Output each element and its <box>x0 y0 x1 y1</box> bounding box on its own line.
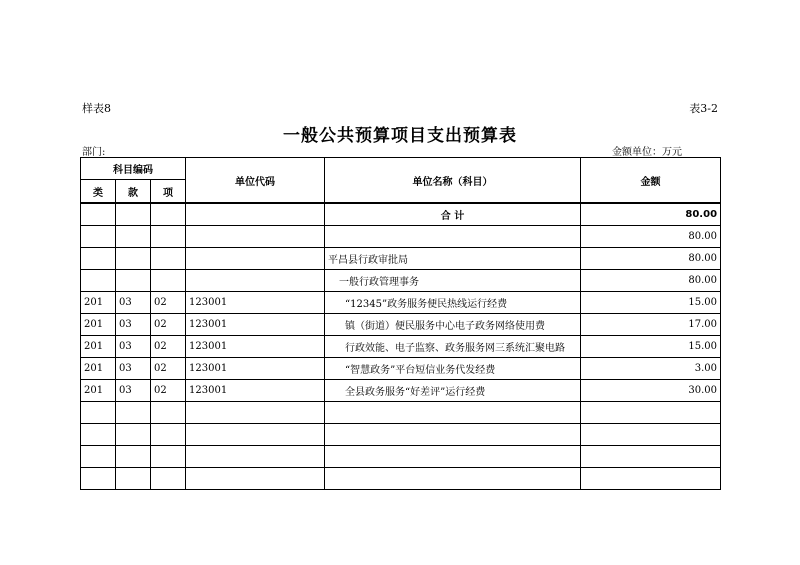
unit-code-cell: 123001 <box>186 380 325 402</box>
amount-cell <box>581 424 721 446</box>
table-row-empty <box>81 402 721 424</box>
amount-header: 金额 <box>581 158 721 204</box>
table-row <box>81 292 721 314</box>
amount-cell <box>581 402 721 424</box>
amount-cell: 17.00 <box>581 314 721 336</box>
kuan-cell: 03 <box>116 358 151 380</box>
unit-code-cell <box>186 270 325 292</box>
lei-cell <box>81 468 116 490</box>
kuan-cell <box>116 270 151 292</box>
unit-name-cell <box>325 402 581 424</box>
subject-code-header: 科目编码 <box>81 158 186 180</box>
unit-code-cell <box>186 468 325 490</box>
lei-cell: 201 <box>81 358 116 380</box>
amount-cell: 80.00 <box>581 270 721 292</box>
kuan-cell: 03 <box>116 314 151 336</box>
table-row <box>81 270 721 292</box>
kuan-cell <box>116 226 151 248</box>
table-row-empty <box>81 468 721 490</box>
unit-code-cell: 123001 <box>186 292 325 314</box>
amount-unit-label: 金额单位：万元 <box>612 147 682 158</box>
total-amount: 80.00 <box>581 203 721 226</box>
unit-name-cell <box>325 424 581 446</box>
xiang-cell: 02 <box>151 314 186 336</box>
table-row-empty <box>81 446 721 468</box>
lei-cell <box>81 424 116 446</box>
sample-label: 样表8 <box>82 102 111 115</box>
unit-name-cell: 全县政务服务“好差评”运行经费 <box>325 380 581 402</box>
amount-cell: 80.00 <box>581 226 721 248</box>
unit-code-cell <box>186 248 325 270</box>
kuan-cell: 03 <box>116 380 151 402</box>
xiang-cell <box>151 446 186 468</box>
table-row <box>81 336 721 358</box>
table-row <box>81 380 721 402</box>
unit-name-cell: 平昌县行政审批局 <box>325 248 581 270</box>
amount-cell: 80.00 <box>581 248 721 270</box>
lei-cell <box>81 248 116 270</box>
xiang-cell <box>151 424 186 446</box>
total-xiang-cell <box>151 203 186 226</box>
kuan-cell <box>116 468 151 490</box>
kuan-header: 款 <box>116 180 151 204</box>
lei-cell: 201 <box>81 380 116 402</box>
unit-code-cell: 123001 <box>186 336 325 358</box>
kuan-cell: 03 <box>116 292 151 314</box>
unit-name-cell <box>325 468 581 490</box>
lei-header: 类 <box>81 180 116 204</box>
xiang-cell <box>151 270 186 292</box>
unit-code-cell <box>186 402 325 424</box>
unit-code-header: 单位代码 <box>186 158 325 204</box>
unit-code-cell: 123001 <box>186 358 325 380</box>
table-row <box>81 248 721 270</box>
kuan-cell <box>116 248 151 270</box>
unit-name-cell <box>325 226 581 248</box>
total-row <box>81 203 721 226</box>
amount-cell <box>581 468 721 490</box>
amount-cell: 15.00 <box>581 292 721 314</box>
table-row <box>81 226 721 248</box>
unit-name-cell: “12345”政务服务便民热线运行经费 <box>325 292 581 314</box>
header-row <box>81 158 721 180</box>
unit-name-cell: 行政效能、电子监察、政务服务网三系统汇聚电路 <box>325 336 581 358</box>
table-row <box>81 358 721 380</box>
xiang-cell: 02 <box>151 292 186 314</box>
kuan-cell: 03 <box>116 336 151 358</box>
table-number: 表3-2 <box>689 102 718 115</box>
lei-cell: 201 <box>81 292 116 314</box>
xiang-cell <box>151 248 186 270</box>
unit-code-cell <box>186 226 325 248</box>
unit-name-header: 单位名称（科目） <box>325 158 581 204</box>
total-code-cell <box>186 203 325 226</box>
total-label: 合 计 <box>325 203 581 226</box>
unit-name-cell: 镇（街道）便民服务中心电子政务网络使用费 <box>325 314 581 336</box>
xiang-cell: 02 <box>151 336 186 358</box>
xiang-cell: 02 <box>151 358 186 380</box>
xiang-header: 项 <box>151 180 186 204</box>
xiang-cell: 02 <box>151 380 186 402</box>
lei-cell <box>81 446 116 468</box>
total-kuan-cell <box>116 203 151 226</box>
total-lei-cell <box>81 203 116 226</box>
table-row-empty <box>81 424 721 446</box>
department-label: 部门: <box>82 147 106 158</box>
unit-name-cell <box>325 446 581 468</box>
lei-cell <box>81 402 116 424</box>
xiang-cell <box>151 468 186 490</box>
unit-code-cell <box>186 446 325 468</box>
unit-name-cell: 一般行政管理事务 <box>325 270 581 292</box>
lei-cell <box>81 226 116 248</box>
budget-table <box>80 157 721 490</box>
amount-cell: 3.00 <box>581 358 721 380</box>
kuan-cell <box>116 402 151 424</box>
amount-cell <box>581 446 721 468</box>
unit-name-cell: “智慧政务”平台短信业务代发经费 <box>325 358 581 380</box>
amount-cell: 15.00 <box>581 336 721 358</box>
table-row <box>81 314 721 336</box>
kuan-cell <box>116 446 151 468</box>
xiang-cell <box>151 226 186 248</box>
lei-cell <box>81 270 116 292</box>
page-title: 一般公共预算项目支出预算表 <box>283 126 517 146</box>
xiang-cell <box>151 402 186 424</box>
lei-cell: 201 <box>81 314 116 336</box>
unit-code-cell: 123001 <box>186 314 325 336</box>
unit-code-cell <box>186 424 325 446</box>
amount-cell: 30.00 <box>581 380 721 402</box>
lei-cell: 201 <box>81 336 116 358</box>
kuan-cell <box>116 424 151 446</box>
